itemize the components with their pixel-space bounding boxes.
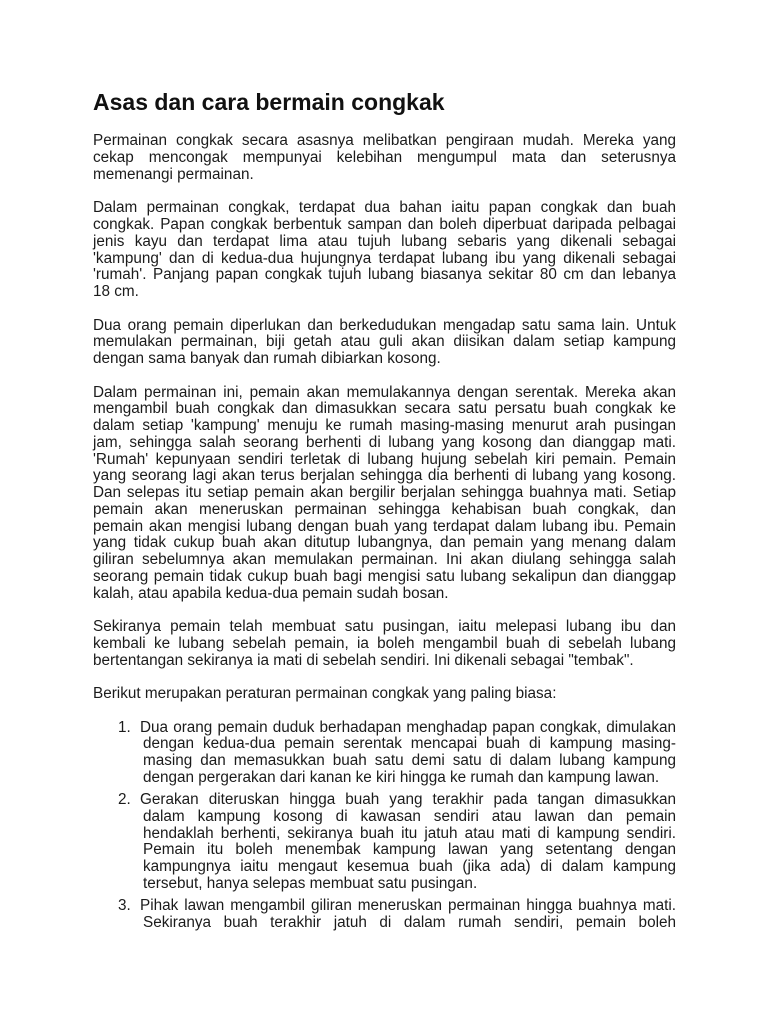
document-title: Asas dan cara bermain congkak (93, 88, 445, 115)
paragraph-4 (93, 385, 676, 603)
paragraph-line: Permainan congkak secara asasnya melibatkan pengiraan mudah. Mereka yang (93, 132, 676, 150)
paragraph-2 (93, 200, 676, 301)
paragraph-3 (93, 318, 676, 368)
list-item-line: dengan kedua-dua pemain serentak mencapai buah di kampung masing- (143, 735, 676, 753)
list-item-number: 2. (118, 791, 131, 809)
paragraph-line: dalam setiap 'kampung' menuju ke rumah masing-masing menurut arah pusingan (93, 417, 676, 435)
list-item-2 (93, 792, 676, 893)
list-item-1 (93, 720, 676, 787)
list-item-line: Gerakan diteruskan hingga buah yang terakhir pada tangan dimasukkan (140, 791, 676, 809)
paragraph-line: dengan sama banyak dan rumah dibiarkan kosong. (93, 350, 441, 368)
paragraph-line: jenis kayu dan terdapat lima atau tujuh lubang sebaris yang dikenali sebagai (93, 232, 676, 250)
list-item-number: 3. (118, 897, 131, 915)
paragraph-1 (93, 133, 676, 183)
paragraph-line: pemain akan mengisi lubang dengan buah yang terdapat dalam lubang ibu. Pemain (93, 517, 676, 535)
paragraph-line: kembali ke lubang sebelah pemain, ia boleh mengambil buah di sebelah lubang (93, 634, 676, 652)
paragraph-line: bertentangan sekiranya ia mati di sebelah sendiri. Ini dikenali sebagai "tembak". (93, 651, 634, 669)
list-item-line: kampungnya iaitu mengaut kesemua buah (jika ada) di dalam kampung (143, 858, 676, 876)
paragraph-line: giliran sebelumnya akan memulakan permainan. Ini akan diulang sehingga salah (93, 551, 676, 569)
paragraph-line: jam, sehingga salah seorang berhenti di lubang yang kosong dan dianggap mati. (93, 433, 676, 451)
list-item-3 (93, 898, 676, 932)
paragraph-line: 'rumah'. Panjang papan congkak tujuh lubang biasanya sekitar 80 cm dan lebanya (93, 266, 676, 284)
paragraph-line: cekap mencongak mempunyai kelebihan mengumpul mata dan seterusnya (93, 149, 676, 167)
rules-list (93, 720, 676, 932)
list-item-line: Pemain itu boleh menembak kampung lawan yang setentang dengan (143, 841, 676, 859)
list-item-number: 1. (118, 718, 131, 736)
paragraph-line: memulakan permainan, biji getah atau guli akan diisikan dalam setiap kampung (93, 333, 676, 351)
paragraph-line: memenangi permainan. (93, 165, 254, 183)
paragraph-line: 18 cm. (93, 283, 139, 301)
list-item-line: dengan pergerakan dari kanan ke kiri hingga ke rumah dan kampung lawan. (143, 768, 660, 786)
paragraph-line: yang tidak cukup buah akan ditutup lubangnya, dan pemain yang menang dalam (93, 534, 676, 552)
list-item-line: hendaklah berhenti, sekiranya buah itu jatuh atau mati di kampung sendiri. (143, 824, 676, 842)
paragraph-line: Dalam permainan ini, pemain akan memulakannya dengan serentak. Mereka akan (93, 383, 676, 401)
document-body (93, 89, 676, 938)
paragraph-line: 'kampung' dan di kedua-dua hujungnya terdapat lubang ibu yang dikenali sebagai (93, 249, 676, 267)
paragraph-line: Dan selepas itu setiap pemain akan bergilir berjalan sehingga buahnya mati. Setiap (93, 484, 676, 502)
paragraph-line: Dalam permainan congkak, terdapat dua bahan iaitu papan congkak dan buah (93, 199, 676, 217)
paragraph-6 (93, 686, 676, 703)
paragraph-line: 'Rumah' kepunyaan sendiri terletak di lubang hujung sebelah kiri pemain. Pemain (93, 450, 676, 468)
list-item-line: Pihak lawan mengambil giliran meneruskan permainan hingga buahnya mati. (140, 897, 676, 915)
list-item-line: dalam kampung kosong di kawasan sendiri atau lawan dan pemain (143, 807, 676, 825)
paragraph-line: congkak. Papan congkak berbentuk sampan dan boleh diperbuat daripada pelbagai (93, 216, 676, 234)
paragraph-line: Sekiranya pemain telah membuat satu pusingan, iaitu melepasi lubang ibu dan (93, 618, 676, 636)
paragraph-5 (93, 619, 676, 669)
paragraph-line: pemain akan meneruskan permainan sehingga kehabisan buah congkak, dan (93, 500, 676, 518)
paragraph-line: Berikut merupakan peraturan permainan congkak yang paling biasa: (93, 685, 557, 703)
list-item-line: Sekiranya buah terakhir jatuh di dalam rumah sendiri, pemain boleh (143, 913, 676, 931)
paragraph-line: seorang pemain tidak cukup buah bagi mengisi satu lubang sekalipun dan dianggap (93, 567, 676, 585)
list-item-line: tersebut, hanya selepas membuat satu pusingan. (143, 874, 478, 892)
paragraph-line: kalah, atau apabila kedua-dua pemain sudah bosan. (93, 584, 449, 602)
paragraph-line: yang seorang lagi akan terus berjalan sehingga dia berhenti di lubang yang kosong. (93, 467, 676, 485)
paragraph-line: Dua orang pemain diperlukan dan berkedudukan mengadap satu sama lain. Untuk (93, 316, 676, 334)
list-item-line: Dua orang pemain duduk berhadapan menghadap papan congkak, dimulakan (140, 718, 676, 736)
paragraph-line: mengambil buah congkak dan dimasukkan secara satu persatu buah congkak ke (93, 400, 676, 418)
list-item-line: masing dan memasukkan buah satu demi satu di dalam lubang kampung (143, 752, 676, 770)
